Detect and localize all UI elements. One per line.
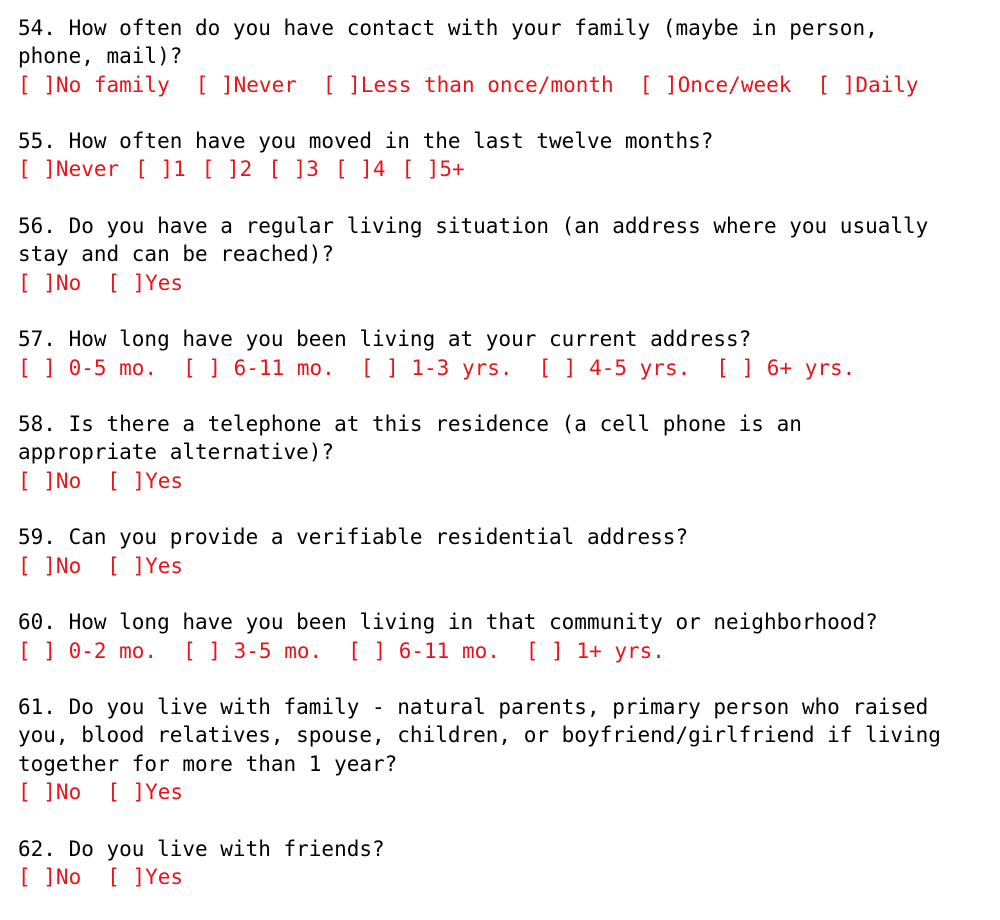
answer-checkbox-option[interactable]: [ ] 6-11 mo. — [183, 355, 335, 380]
question-block — [18, 523, 993, 580]
answer-options — [18, 467, 993, 495]
answer-options — [18, 71, 993, 99]
answer-checkbox-option[interactable]: [ ]1 — [135, 157, 186, 182]
question-text: 61. Do you live with family - natural parents, primary person who raised you, blood relatives, spouse, children, or boyfriend/girlfriend if living together for more than 1 year? — [18, 695, 941, 776]
question-text: 57. How long have you been living at your current address? — [18, 327, 752, 352]
answer-checkbox-option[interactable]: [ ]Less than once/month — [322, 72, 614, 97]
answer-checkbox-option[interactable]: [ ]No — [18, 270, 82, 295]
question-block — [18, 410, 993, 495]
question-text: 54. How often do you have contact with your family (maybe in person, phone, mail)? — [18, 16, 878, 69]
answer-checkbox-option[interactable]: [ ] 6+ yrs. — [716, 355, 856, 380]
answer-options — [18, 778, 993, 806]
answer-checkbox-option[interactable]: [ ]4 — [334, 157, 386, 182]
questionnaire — [18, 14, 993, 920]
answer-options — [18, 863, 993, 891]
answer-checkbox-option[interactable]: [ ]Daily — [817, 72, 919, 97]
answer-checkbox-option[interactable]: [ ]Yes — [107, 864, 184, 889]
answer-checkbox-option[interactable]: [ ] 4-5 yrs. — [538, 355, 691, 380]
question-text: 55. How often have you moved in the last twelve months? — [18, 129, 714, 154]
answer-checkbox-option[interactable]: [ ]No — [18, 468, 82, 493]
answer-checkbox-option[interactable]: [ ] 1-3 yrs. — [360, 355, 513, 380]
question-text: 60. How long have you been living in that community or neighborhood? — [18, 610, 878, 635]
answer-options — [18, 637, 993, 665]
answer-checkbox-option[interactable]: [ ] 0-5 mo. — [18, 355, 158, 380]
question-text: 58. Is there a telephone at this residence (a cell phone is an appropriate alternative)? — [18, 412, 802, 465]
question-block — [18, 608, 993, 665]
answer-checkbox-option[interactable]: [ ]Yes — [107, 468, 184, 493]
answer-checkbox-option[interactable]: [ ]No — [18, 780, 82, 805]
answer-checkbox-option[interactable]: [ ]Never — [18, 157, 120, 182]
answer-checkbox-option[interactable]: [ ]No — [18, 553, 82, 578]
question-block — [18, 325, 993, 382]
question-block — [18, 835, 993, 892]
answer-checkbox-option[interactable]: [ ] 0-2 mo. — [18, 638, 158, 663]
answer-options — [18, 354, 993, 382]
answer-options — [18, 269, 993, 297]
answer-checkbox-option[interactable]: [ ]Once/week — [639, 72, 792, 97]
question-block — [18, 212, 993, 297]
answer-checkbox-option[interactable]: [ ]2 — [201, 157, 253, 182]
answer-checkbox-option[interactable]: [ ] 6-11 mo. — [348, 638, 500, 663]
question-text: 56. Do you have a regular living situation (an address where you usually stay and can be reached)? — [18, 214, 929, 267]
question-text: 59. Can you provide a verifiable residential address? — [18, 525, 689, 550]
question-block — [18, 14, 993, 99]
answer-options — [18, 155, 993, 183]
answer-checkbox-option[interactable]: [ ]Never — [195, 72, 297, 97]
answer-options — [18, 552, 993, 580]
question-block — [18, 127, 993, 184]
question-block — [18, 693, 993, 806]
answer-checkbox-option[interactable]: [ ]3 — [268, 157, 319, 182]
answer-checkbox-option[interactable]: [ ]5+ — [401, 157, 465, 182]
answer-checkbox-option[interactable]: [ ]No family — [18, 72, 170, 97]
answer-checkbox-option[interactable]: [ ]Yes — [107, 270, 184, 295]
question-text: 62. Do you live with friends? — [18, 836, 385, 861]
answer-checkbox-option[interactable]: [ ]No — [18, 864, 82, 889]
answer-checkbox-option[interactable]: [ ] 3-5 mo. — [183, 638, 323, 663]
answer-checkbox-option[interactable]: [ ] 1+ yrs. — [525, 638, 665, 663]
answer-checkbox-option[interactable]: [ ]Yes — [107, 553, 184, 578]
answer-checkbox-option[interactable]: [ ]Yes — [107, 780, 184, 805]
